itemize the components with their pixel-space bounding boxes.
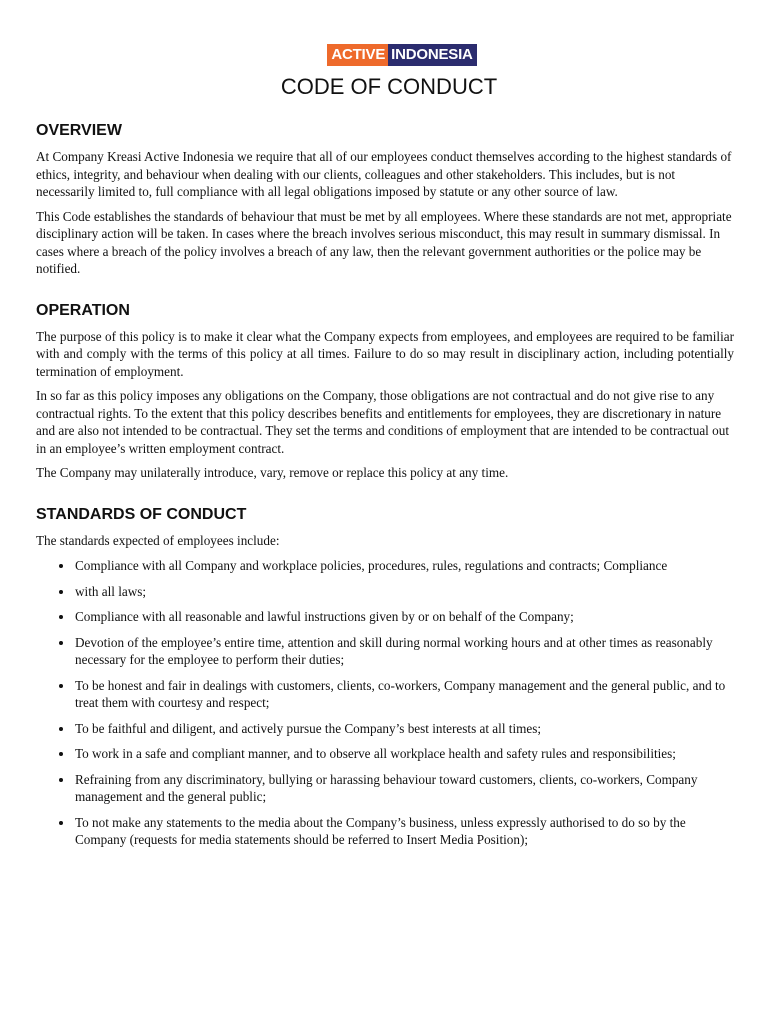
- operation-heading: OPERATION: [36, 301, 130, 319]
- list-item: [36, 771, 734, 806]
- list-item-text: To not make any statements to the media about the Company’s business, unless expressly authorised to do so by the Company (requests for media statements should be referred to Insert Media Position);: [75, 814, 686, 847]
- list-item-text: Compliance with all reasonable and lawful instructions given by or on behalf of the Company;: [75, 609, 574, 624]
- bullet-icon: [59, 727, 63, 731]
- logo-wordmark: [327, 44, 476, 66]
- list-item: [36, 814, 734, 849]
- bullet-icon: [59, 615, 63, 619]
- bullet-icon: [59, 684, 63, 688]
- list-item-text: Refraining from any discriminatory, bullying or harassing behaviour toward customers, clients, co-workers, Company management and the general public;: [75, 771, 698, 804]
- list-item-text: To be honest and fair in dealings with customers, clients, co-workers, Company management and the general public, and to treat them with courtesy and respect;: [75, 677, 726, 710]
- company-logo: [70, 44, 734, 66]
- operation-paragraph-3: The Company may unilaterally introduce, vary, remove or replace this policy at any time.: [36, 465, 509, 480]
- standards-list: [36, 557, 734, 849]
- operation-section: [36, 302, 734, 482]
- logo-indonesia-text: INDONESIA: [388, 44, 477, 66]
- list-item-text: To work in a safe and compliant manner, and to observe all workplace health and safety rules and responsibilities;: [75, 746, 676, 761]
- list-item-text: To be faithful and diligent, and actively pursue the Company’s best interests at all times;: [75, 720, 542, 736]
- list-item-text: with all laws;: [75, 583, 147, 599]
- list-item: [36, 677, 734, 712]
- document-title: CODE OF CONDUCT: [280, 74, 498, 99]
- bullet-icon: [59, 564, 63, 568]
- overview-paragraph-1: At Company Kreasi Active Indonesia we require that all of our employees conduct themselves according to the highest standards of ethics, integrity, and behaviour when dealing with our clients, colleagues and other stakeholders. This includes, but is not necessarily limited to, full compliance with all legal obligations imposed by statute or any other source of law.: [36, 149, 732, 199]
- operation-paragraph-1: The purpose of this policy is to make it clear what the Company expects from employees, and employees are required to be familiar with and comply with the terms of this policy at all times. Failure to do so may result in disciplinary action, including potentially termination of employment.: [36, 328, 734, 379]
- bullet-icon: [59, 590, 63, 594]
- standards-heading: STANDARDS OF CONDUCT: [36, 505, 247, 523]
- list-item: [36, 583, 734, 601]
- operation-paragraph-2: In so far as this policy imposes any obligations on the Company, those obligations are not contractual and do not give rise to any contractual rights. To the extent that this policy describes benefits and entitlements for employees, they are discretionary in nature and are also not intended to be contractual. They set the terms and conditions of employment that are intended to be contractual out in an employee’s written employment contract.: [36, 388, 729, 456]
- bullet-icon: [59, 778, 63, 782]
- list-item: [36, 634, 734, 669]
- bullet-icon: [59, 752, 63, 756]
- logo-active-text: ACTIVE: [327, 44, 388, 66]
- overview-section: [36, 122, 734, 278]
- list-item-text: Compliance with all Company and workplace policies, procedures, rules, regulations and contracts; Compliance: [75, 558, 668, 573]
- standards-intro: The standards expected of employees include:: [36, 532, 280, 548]
- list-item-text: Devotion of the employee’s entire time, attention and skill during normal working hours and at other times as reasonably necessary for the employee to perform their duties;: [75, 634, 713, 667]
- list-item: [36, 745, 734, 763]
- list-item: [36, 557, 734, 575]
- overview-heading: OVERVIEW: [36, 122, 122, 139]
- bullet-icon: [59, 821, 63, 825]
- standards-section: [36, 506, 734, 849]
- list-item: [36, 720, 734, 738]
- overview-paragraph-2: This Code establishes the standards of behaviour that must be met by all employees. Where these standards are not met, appropriate disciplinary action will be taken. In cases where the breach involves serious misconduct, this may result in summary dismissal. In cases where a breach of the policy involves a breach of any law, then the relevant government authorities or the police may be notified.: [36, 208, 732, 276]
- list-item: [36, 608, 734, 626]
- bullet-icon: [59, 641, 63, 645]
